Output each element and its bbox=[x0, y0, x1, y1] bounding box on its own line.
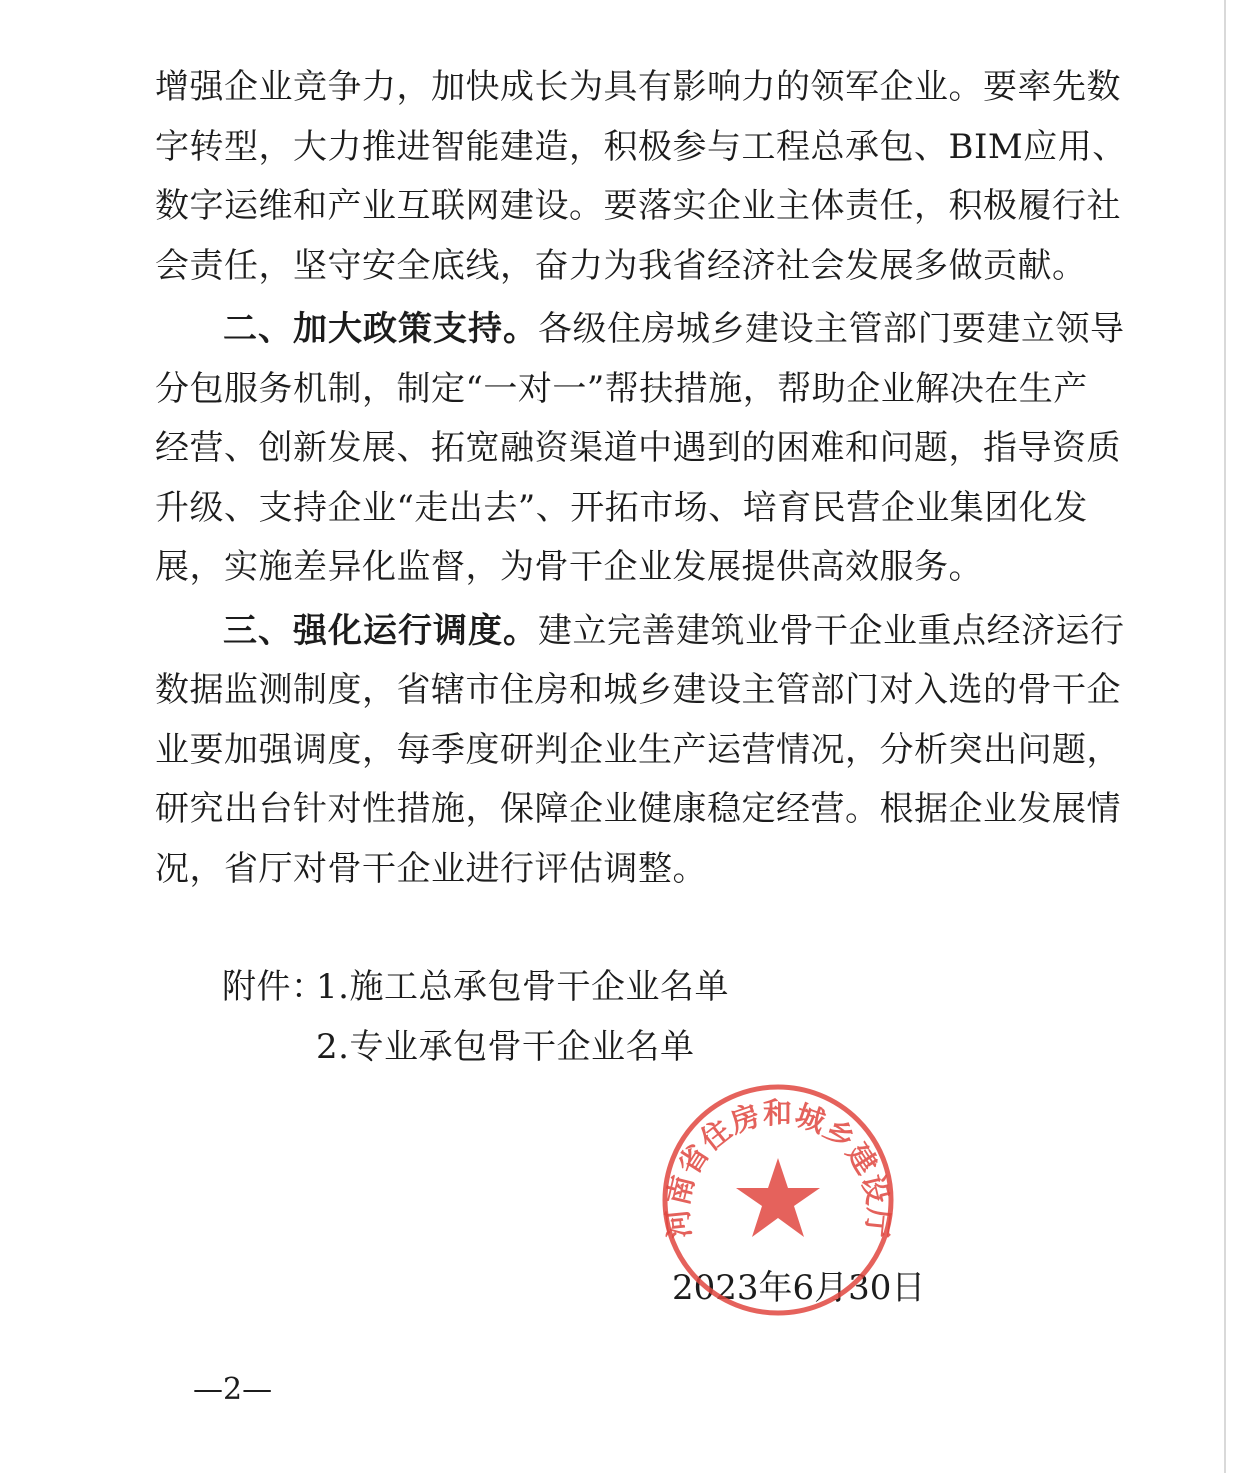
attachments-label: 附件： bbox=[222, 967, 326, 1007]
seal-text: 河南省住房和城乡建设厅 bbox=[660, 1096, 896, 1240]
paragraph-line: 业要加强调度，每季度研判企业生产运营情况，分析突出问题， bbox=[155, 729, 1121, 770]
section-heading-policy-support: 二、加大政策支持。 bbox=[223, 309, 538, 349]
paragraph-line: 分包服务机制，制定“一对一”帮扶措施，帮助企业解决在生产 bbox=[155, 368, 1088, 409]
paragraph-line-text: 建立完善建筑业骨干企业重点经济运行 bbox=[538, 610, 1125, 651]
seal-star-icon bbox=[736, 1158, 820, 1237]
paragraph-line: 展，实施差异化监督，为骨干企业发展提供高效服务。 bbox=[155, 547, 983, 587]
scan-edge-line bbox=[1224, 0, 1226, 1473]
paragraph-line-text: 各级住房城乡建设主管部门要建立领导 bbox=[538, 309, 1125, 349]
paragraph-first-line bbox=[155, 300, 1125, 360]
paragraph-line: 况，省厅对骨干企业进行评估调整。 bbox=[155, 848, 707, 889]
paragraph-line: 升级、支持企业“走出去”、开拓市场、培育民营企业集团化发 bbox=[155, 487, 1088, 528]
page-number: —2— bbox=[193, 1372, 273, 1407]
paragraph-line: 字转型，大力推进智能建造，积极参与工程总承包、BIM应用、 bbox=[155, 126, 1127, 167]
paragraph-first-line bbox=[155, 602, 1125, 662]
attachment-title: 2.专业承包骨干企业名单 bbox=[316, 1027, 695, 1067]
paragraph-1 bbox=[155, 58, 1127, 296]
section-heading-operation-scheduling: 三、强化运行调度。 bbox=[223, 610, 538, 651]
paragraph-line: 增强企业竞争力，加快成长为具有影响力的领军企业。要率先数 bbox=[155, 67, 1121, 107]
attachment-item bbox=[222, 1017, 729, 1077]
attachment-title: 1.施工总承包骨干企业名单 bbox=[316, 967, 729, 1007]
official-seal-icon bbox=[660, 1082, 896, 1318]
paragraph-3 bbox=[155, 602, 1125, 900]
paragraph-line: 会责任，坚守安全底线，奋力为我省经济社会发展多做贡献。 bbox=[155, 245, 1087, 286]
paragraph-line: 数据监测制度，省辖市住房和城乡建设主管部门对入选的骨干企 bbox=[155, 670, 1121, 710]
paragraph-line: 经营、创新发展、拓宽融资渠道中遇到的困难和问题，指导资质 bbox=[155, 428, 1121, 468]
document-date: 2023年6月30日 bbox=[672, 1268, 926, 1308]
attachments-list bbox=[222, 957, 729, 1077]
document-body bbox=[155, 58, 1127, 899]
paragraph-line: 数字运维和产业互联网建设。要落实企业主体责任，积极履行社 bbox=[155, 186, 1121, 226]
attachment-item bbox=[222, 957, 729, 1017]
paragraph-2 bbox=[155, 300, 1125, 598]
paragraph-line: 研究出台针对性措施，保障企业健康稳定经营。根据企业发展情 bbox=[155, 789, 1121, 829]
